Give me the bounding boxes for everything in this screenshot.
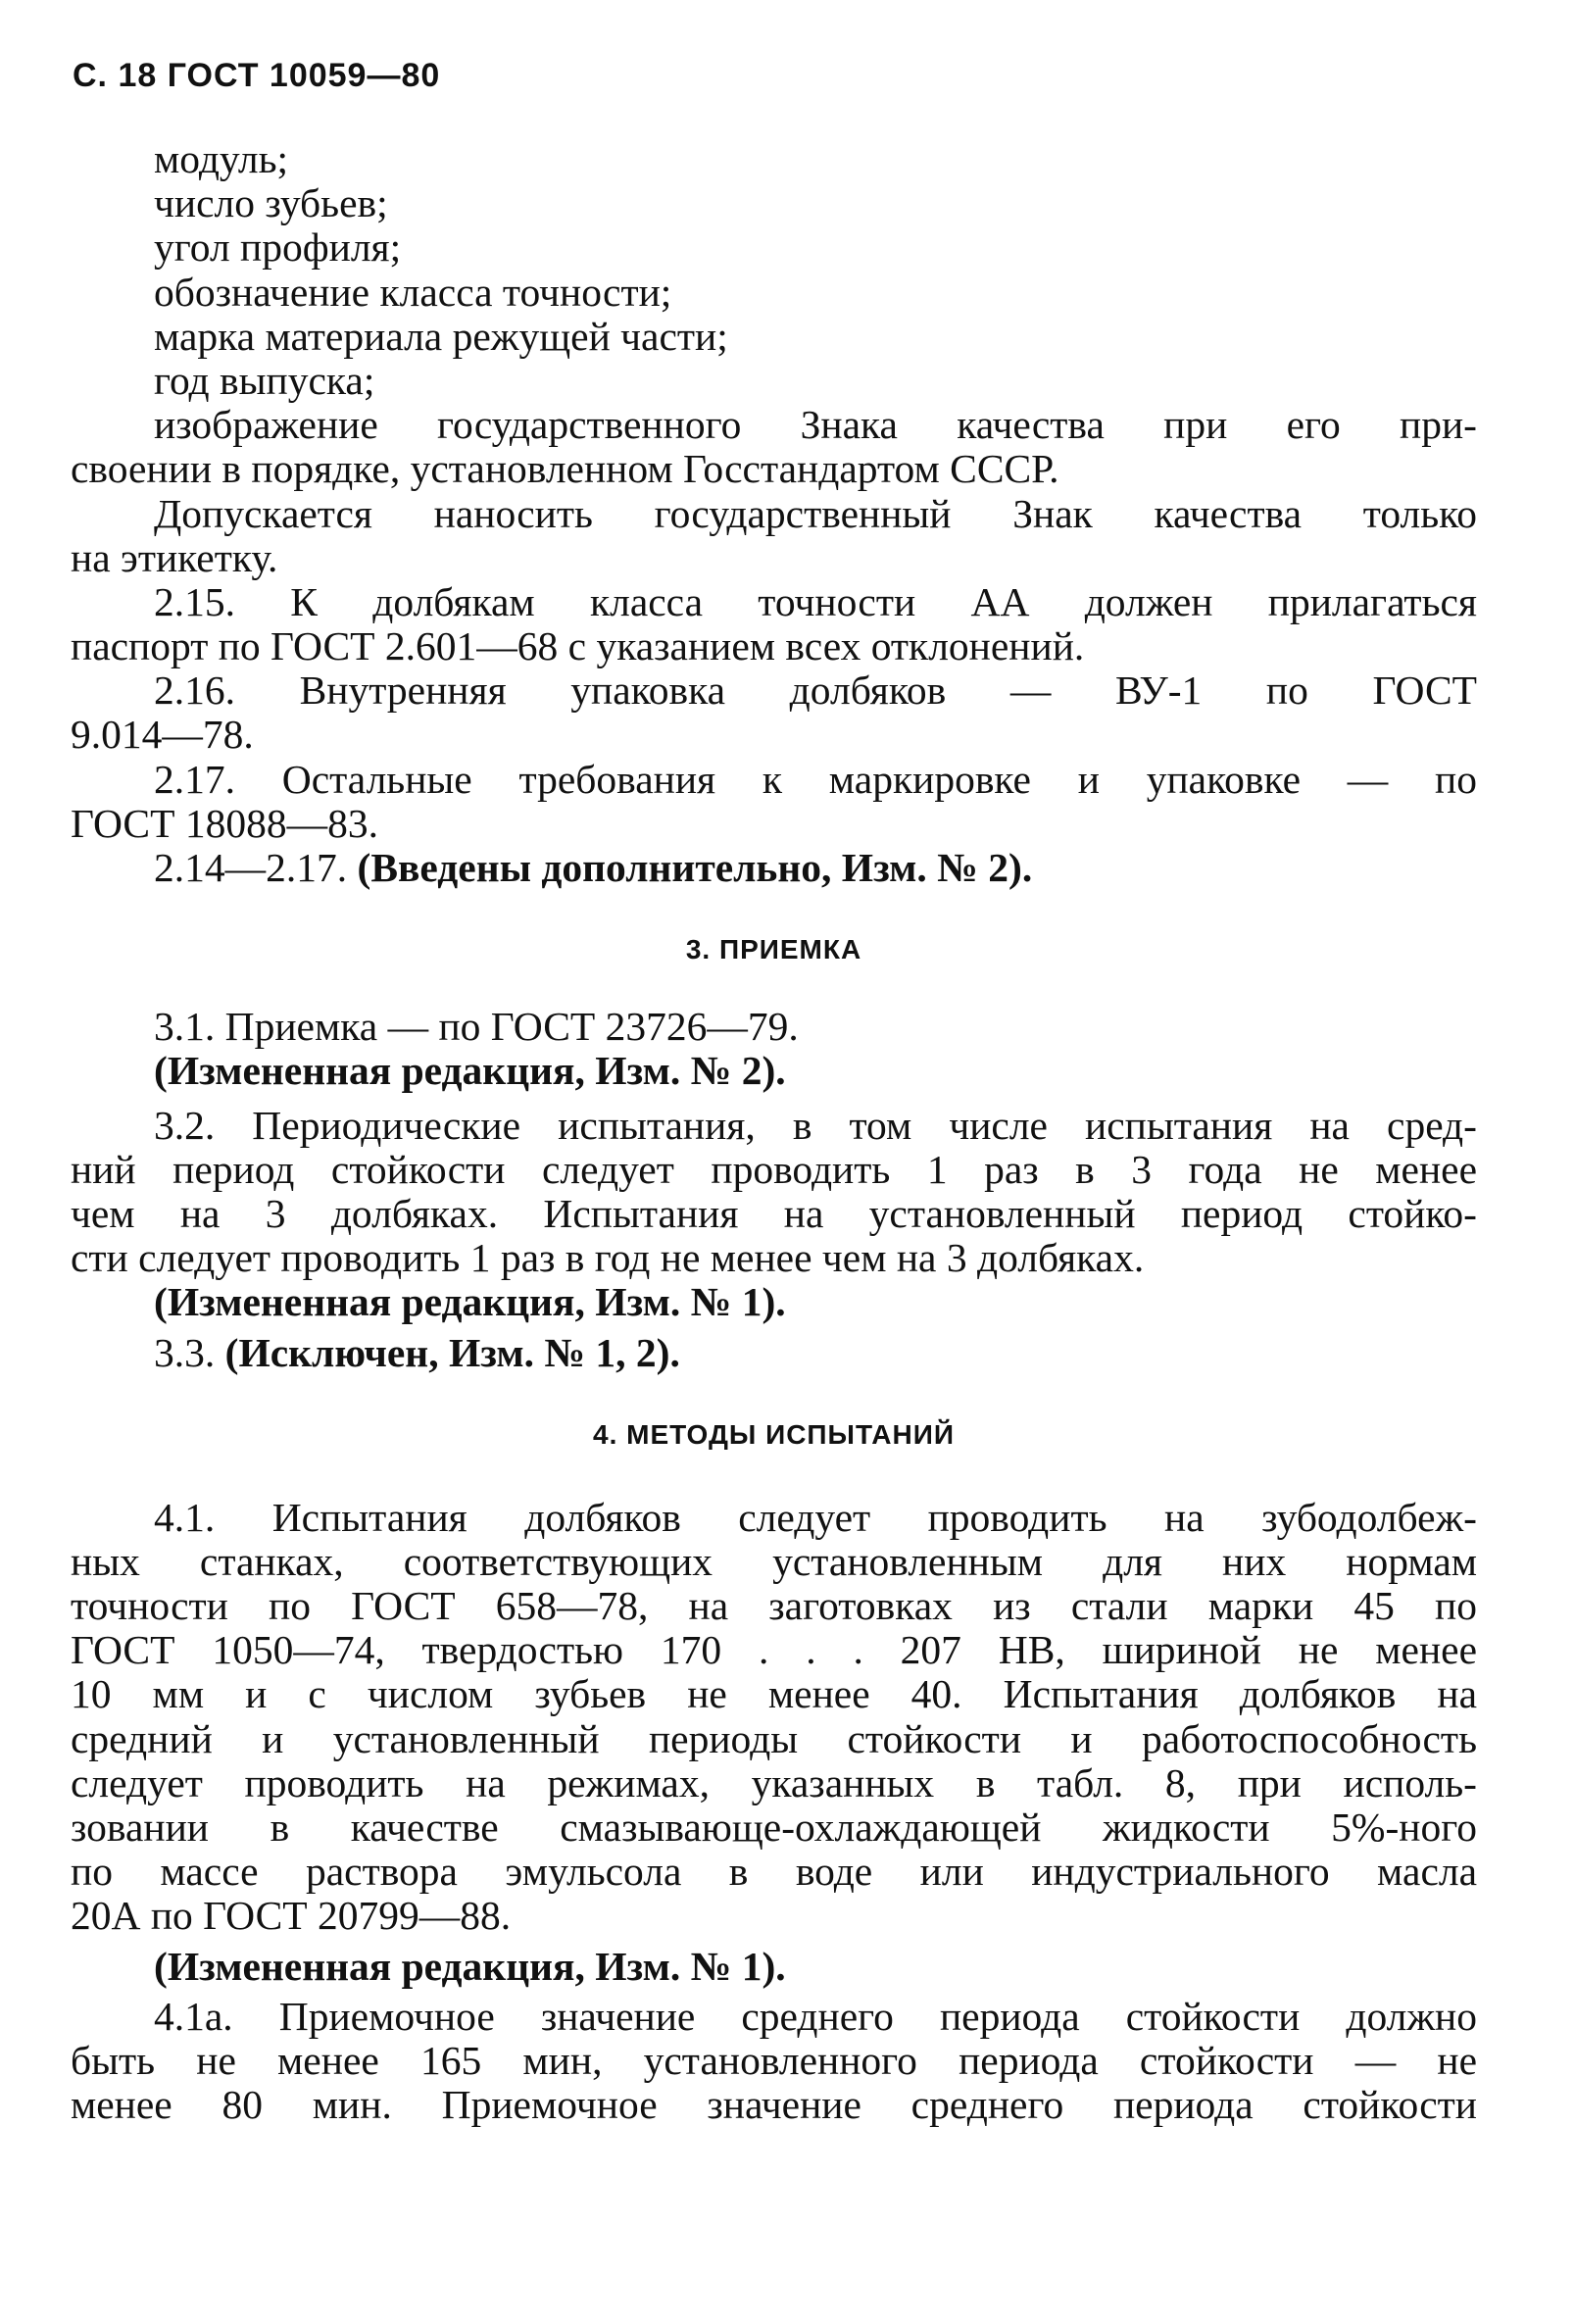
- text-line: год выпуска;: [154, 357, 375, 403]
- amendment-note: (Измененная редакция, Изм. № 1).: [154, 1943, 786, 1989]
- text-line: ных станках, соответствующих установленным для них нормам: [71, 1538, 1477, 1584]
- text-line: 3.1. Приемка — по ГОСТ 23726—79.: [154, 1004, 799, 1050]
- text-line: менее 80 мин. Приемочное значение среднего периода стойкости: [71, 2082, 1477, 2128]
- text-line: ГОСТ 1050—74, твердостью 170 . . . 207 НВ, шириной не менее: [71, 1627, 1477, 1673]
- text-line: угол профиля;: [154, 224, 402, 271]
- text-line: 2.17. Остальные требования к маркировке и упаковке — по: [154, 756, 1477, 802]
- text-line: 9.014—78.: [71, 712, 254, 758]
- text-line: на этикетку.: [71, 534, 278, 580]
- text-line: паспорт по ГОСТ 2.601—68 с указанием всех отклонений.: [71, 623, 1085, 669]
- text-line: чем на 3 долбяках. Испытания на установленный период стойко-: [71, 1190, 1477, 1236]
- text-line: 3.2. Периодические испытания, в том числе испытания на сред-: [154, 1102, 1477, 1148]
- section-heading-3: 3. ПРИЕМКА: [685, 934, 862, 965]
- text-line: быть не менее 165 мин, установленного периода стойкости — не: [71, 2037, 1477, 2083]
- amendment-text: (Исключен, Изм. № 1, 2).: [224, 1329, 680, 1375]
- text-line: модуль;: [154, 136, 289, 181]
- text-line: по массе раствора эмульсола в воде или индустриального масла: [71, 1849, 1477, 1895]
- amendment-ref: 2.14—2.17.: [154, 845, 358, 890]
- amendment-text: (Введены дополнительно, Изм. № 2).: [357, 845, 1033, 890]
- amendment-note: [71, 1331, 1477, 1375]
- text-line: 4.1. Испытания долбяков следует проводить на зубодолбеж-: [154, 1494, 1477, 1540]
- text-line: обозначение класса точности;: [154, 269, 672, 315]
- amendment-note: (Измененная редакция, Изм. № 1).: [154, 1279, 786, 1325]
- text-line: Допускается наносить государственный Знак качества только: [154, 490, 1477, 536]
- text-line: 20А по ГОСТ 20799—88.: [71, 1893, 512, 1939]
- text-line: 4.1а. Приемочное значение среднего периода стойкости должно: [154, 1993, 1477, 2039]
- section-heading-4: 4. МЕТОДЫ ИСПЫТАНИЙ: [593, 1418, 955, 1450]
- document-body: [71, 137, 1477, 2127]
- text-line: 10 мм и с числом зубьев не менее 40. Испытания долбяков на: [71, 1671, 1477, 1717]
- amendment-note: (Измененная редакция, Изм. № 2).: [154, 1048, 786, 1094]
- text-line: 2.16. Внутренняя упаковка долбяков — ВУ-1 по ГОСТ: [154, 668, 1477, 714]
- text-line: своении в порядке, установленном Госстандартом СССР.: [71, 446, 1059, 492]
- text-line: ГОСТ 18088—83.: [71, 800, 378, 846]
- text-line: марка материала режущей части;: [154, 313, 728, 359]
- text-line: число зубьев;: [154, 180, 388, 226]
- text-line: сти следует проводить 1 раз в год не менее чем на 3 долбяках.: [71, 1235, 1145, 1281]
- clause-number: 3.3.: [154, 1329, 225, 1375]
- text-line: изображение государственного Знака качества при его при-: [154, 402, 1477, 448]
- text-line: средний и установленный периоды стойкости и работоспособность: [71, 1715, 1477, 1761]
- text-line: ний период стойкости следует проводить 1 раз в 3 года не менее: [71, 1146, 1477, 1192]
- page-header: С. 18 ГОСТ 10059—80: [73, 57, 441, 94]
- text-line: точности по ГОСТ 658—78, на заготовках из стали марки 45 по: [71, 1583, 1477, 1629]
- amendment-note: [71, 846, 1477, 890]
- text-line: 2.15. К долбякам класса точности АА должен прилагаться: [154, 578, 1477, 624]
- text-line: следует проводить на режимах, указанных в табл. 8, при исполь-: [71, 1759, 1477, 1805]
- text-line: зовании в качестве смазывающе-охлаждающей жидкости 5%-ного: [71, 1805, 1477, 1850]
